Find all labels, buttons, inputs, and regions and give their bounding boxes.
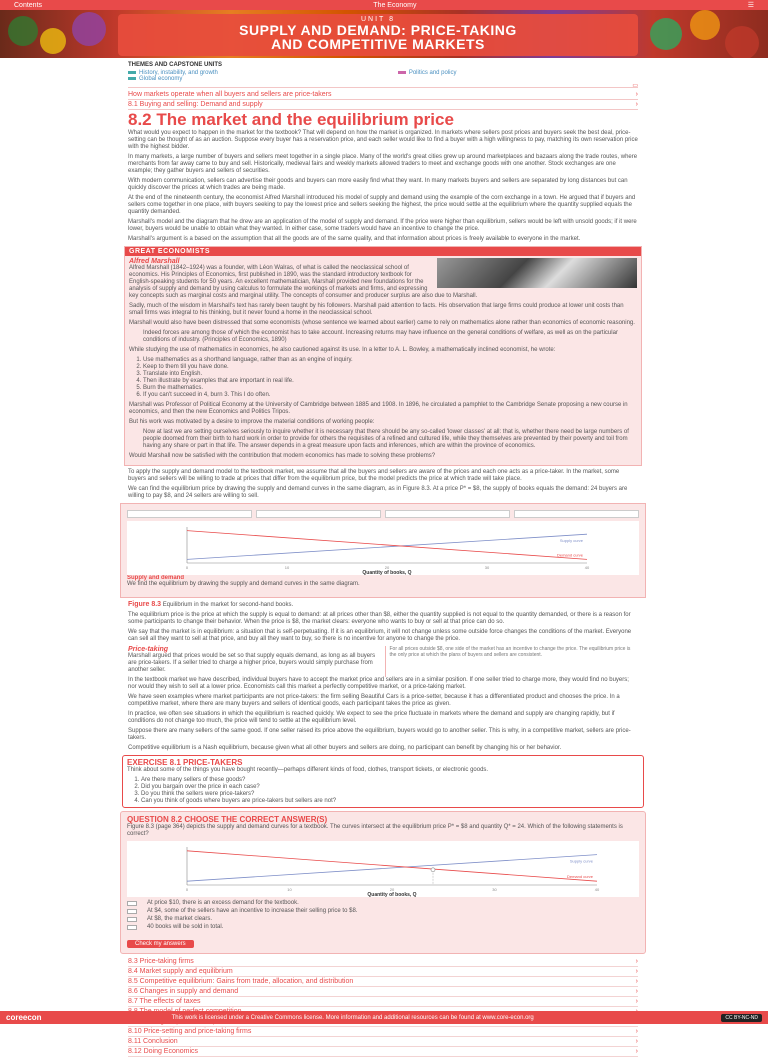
toc-link[interactable]: 8.7 The effects of taxes ›: [128, 998, 638, 1005]
paragraph: Suppose there are many sellers of the same good. If one seller raised its price above the equilibrium, buyers would go to another seller. This is why, in a competitive market, sellers are price-takers.: [128, 728, 631, 741]
chevron-right-icon: ›: [635, 1048, 638, 1055]
box-quote: Now at last we are setting ourselves seriously to inquire whether it is necessary that there should be any so-called 'lower classes' at all: that is, whether there need be large numbers of people doomed from their birth to hard work in order to provide for others the requisites of a refined and cultured life, while they themselves are prevented by their poverty and toil from having any share or part in that life. The answer depends in a great measure upon facts and inferences, which are within the province of economics.: [143, 429, 629, 449]
book-title: The Economy: [373, 1, 417, 9]
unit-title-box: [118, 14, 638, 56]
exercise-item: 4. Can you think of goods where buyers are price-takers but sellers are not?: [141, 798, 639, 805]
contents-link[interactable]: Contents: [14, 1, 43, 9]
unit-banner: [0, 10, 768, 58]
demand-curve-label: Demand curve: [556, 552, 583, 558]
figure-subtext: We find the equilibrium by drawing the supply and demand curves in the same diagram.: [127, 581, 360, 587]
supply-curve: [187, 855, 597, 882]
question-chart: [127, 841, 617, 897]
x-axis-label: Quantity of books, Q: [367, 892, 417, 897]
exercise-item: 2. Did you bargain over the price in each case?: [141, 784, 639, 791]
theme-link-global[interactable]: Global economy: [128, 76, 218, 82]
paragraph: At the end of the nineteenth century, the economist Alfred Marshall introduced his model of supply and demand using the example of the corn exchange in a town. He argued that if buyers and sellers come together in one place, with buyers seeking to pay the lowest price and sellers seeking the highest, the price would settle at the equilibrium where the quantity supplied equals the quantity demanded.: [128, 195, 636, 215]
x-tick-label: 30: [492, 887, 497, 892]
question-intro: Figure 8.3 (page 364) depicts the supply and demand curves for a textbook. The curves intersect at the equilibrium price P* = $8 and quantity Q* = 24. Which of the following statements is correct?: [127, 824, 623, 837]
section-nav: [128, 957, 638, 1057]
unit-title-line2: AND COMPETITIVE MARKETS: [271, 36, 485, 52]
side-note: For all prices outside $8, one side of the market has an incentive to change the price. The equilibrium price is the only price at which the plans of buyers and sellers are consistent.: [385, 646, 639, 677]
paragraph: The equilibrium price is the price at which the supply is equal to demand: at all prices other than $8, either the quantity supplied is not equal to the quantity demanded, or there is a reason for some participants to change their behavior. When the price is $8, the market clears: everyone who wants to buy or sell at that price can do so.: [128, 612, 631, 625]
marshall-portrait: [437, 258, 637, 288]
main-content: THEMES AND CAPSTONE UNITS History, instability, and growth Global economy Politics and policy ▭ How markets operate when all buyers and sellers are price-takers › 8.1 Buying and selling: Demand and supply › 8.2 The market and the equilibrium price What would you expect to happen in the market for the textbook? That will depend on how the market is organized. In markets where sellers post prices and buyers seek the best deal, price-setting can be thought of as an auction. Suppose every buyer has a reservation price, and each seller would like to find a buyer with a high willingness to pay, matching its own reservation price with the highest bidder. In many markets, a large number of buyers and sellers meet together in a single place. Many of the world's great cities grew up around marketplaces and bazaars along the trade routes, where merchants from far away came to buy and sell. Historically, medieval fairs and weekly markets allowed traders to meet and exchange goods with one another. Stock exchanges are one example; they gather buyers and sellers of securities. With modern communication, sellers can advertise their goods and buyers can more easily find what they want. In many markets buyers and sellers are separated by long distances but can quickly discover the prices at which trades are being made. At the end of the nineteenth century, the economist Alfred Marshall introduced his model of supply and demand using the example of the corn exchange in a town. He argued that if buyers and sellers come together in one place, with buyers seeking to pay the lowest price and sellers seeking the highest, the price would settle at the equilibrium where the quantity supplied equals the quantity demanded. Marshall's model and the diagram that he drew are an application of the model of supply and demand. If the price were higher than equilibrium, sellers would be left with unsold goods; if it were lower, buyers would be unable to obtain what they wanted. In either case, some traders would have an incentive to change the price. Marshall's argument is a based on the assumption that all the goods are of the same quality, and that information about prices is freely available to everyone in the market. GREAT ECONOMISTS Alfred Marshall Alfred Marshall (1842–1924) was a founder, with Léon Walras, of what is called the neoclassical school of economics. His Principles of Economics, first published in 1890, was the standard introductory textbook for English-speaking students for 50 years. An excellent mathematician, Marshall provided new foundations for the analysis of supply and demand by using calculus to formulate the workings of markets and firms, and expressing key concepts such as marginal costs and marginal utility. The concepts of consumer and producer surplus are also due to Marshall. Sadly, much of the wisdom in Marshall's text has rarely been taught by his followers. Marshall paid attention to facts. His observation that large firms could produce at lower unit costs than small firms was integral to his thinking, but it never found a home in the neoclassical school. Marshall would also have been distressed that some economists (whose sentence we learned about earlier) came to rely on mathematics alone rather than economics of economic reasoning. Indeed forces are among those of which the economist has to take account. Increasing returns may have influence on the general conditions of welfare, as well as on the particular conditions of industry. (Principles of Economics, 1890) While studying the use of mathematics in economics, he also cautioned against its use. In a letter to A. L. Bowley, a mathematically inclined economist, he wrote: 1. Use mathematics as a shorthand language, rather than as an engine of inquiry. 2. Keep to them till you have done. 3. Translate into English. 4. Then illustrate by examples that are important in real life. 5. Burn the mathematics. 6. If you can't succeed in 4, burn 3. This I do often. Marshall was Professor of Political Economy at the University of Cambridge between 1885 and 1908. In 1896, he circulated a pamphlet to the Cambridge Senate proposing a new course in economics, and then the new Economics and Politics Tripos. But his work was motivated by a desire to improve the material conditions of working people: Now at last we are setting ourselves seriously to inquire whether it is necessary that there should be any so-called 'lower classes' at all: that is, whether there need be large numbers of people doomed from their birth to hard work in order to provide for others the requisites of a refined and cultured life, while they themselves are prevented by their poverty and toil from having any share or part in that life. The answer depends in a great measure upon facts and inferences, which are within the province of economics. Would Marshall now be satisfied with the contribution that modern economics has made to solving these problems? To apply the supply and demand model to the textbook market, we assume that all the buyers and sellers are aware of the prices and each one acts as a price-taker. In the market, some buyers and sellers will be willing to trade at prices that differ from the equilibrium price, but the model predicts the price at which trade will take place. We can find the equilibrium price by drawing the supply and demand curves in the same diagram, as in Figure 8.3. At a price P* = $8, the supply of books equals the demand: 24 buyers are willing to pay $8, and 24 sellers are willing to sell. 0 10 20 30 40 Supply curve Demand curve Quantity of books, Q Supply and demand We find the equilibrium by drawing the supply and demand curves in the same diagram. Figure 8.3 Equilibrium in the market for second-hand books. The equilibrium price is the price at which the supply is equal to demand: at all prices other than $8, either the quantity supplied is not equal to the quantity demanded, or there is a reason for some participants to change their behavior. When the price is $8, the market clears: everyone who wants to buy or sell at that price can do so. We say that the market is in equilibrium: a situation that is self-perpetuating. If it is an equilibrium, it will not change unless some outside force changes the conditions of the market. Everyone can sell all they want to sell at that price, and buy all they want to buy, so there is no incentive for anyone to change the price. Price-taking Marshall argued that prices would be set so that supply equals demand, as long as all buyers are price-takers. If a seller tried to charge a higher price, buyers would simply purchase from another seller. For all prices outside $8, one side of the market has an incentive to change the price. The equilibrium price is the only price at which the plans of buyers and sellers are consistent. In the textbook market we have described, individual buyers have to accept the market price and sellers are in a similar position. If one seller tried to charge more, they would find no buyers; nor would they wish to sell at a lower price. Economists call this market a perfectly competitive market, or a price-taking market. We have seen examples where market participants are not price-takers: the firm selling Beautiful Cars is a price-setter, because it has a differentiated product and chooses the price. In a competitive market, where there are many buyers and sellers of identical goods, each participant takes the price as given. In practice, we often see situations in which the equilibrium is reached quickly. We expect to see the price fluctuate in markets where the demand and supply are changing rapidly, but if conditions do not change too much, the price will tend to settle at the equilibrium level. Suppose there are many sellers of the same good. If one seller raised its price above the equilibrium, buyers would go to another seller. This is why, in a competitive market, sellers are price-takers. Competitive equilibrium is a Nash equilibrium, because given what all other buyers and sellers are doing, no participant can benefit by changing his or her behavior. EXERCISE 8.1 PRICE-TAKERS Think about some of the things you have bought recently—perhaps different kinds of food, clothes, transport tickets, or electronic goods. 1. Are there many sellers of these goods? 2. Did you bargain over the price in each case? 3. Do you think the sellers were price-takers? 4. Can you think of goods where buyers are price-takers but sellers are not? QUESTION 8.2 CHOOSE THE CORRECT ANSWER(S) Figure 8.3 (page 364) depicts the supply and demand curves for a textbook. The curves intersect at the equilibrium price P* = $8 and quantity Q* = 24. Which of the following statements is correct? 0 10 20 30 40 Supply curve Demand curve Quantity of books, Q At price $10, there is an excess demand for the textbook. At $4, some of the sellers have an incentive to increase their selling price to $8. At $8, the market clears. 40 books will be sold in total. Check my answers 8.3 Price-taking firms › 8.4 Market supply and equilibrium › 8.5 Competitive equilibrium: Gains from trade, allocation, and distribution › 8.6 Changes in supply and demand › 8.7 The effects of taxes › 8.10 Price-setting and price-taking firms › 8.11 Conclusion › 8.12 Doing Economics ›: [128, 62, 638, 1057]
chevron-right-icon: ›: [635, 988, 638, 995]
figure-caption-label: Figure 8.3: [128, 601, 162, 608]
theme-link-politics[interactable]: Politics and policy: [398, 70, 457, 82]
x-tick-label: 0: [185, 887, 189, 892]
chevron-right-icon: ›: [635, 998, 638, 1005]
supply-curve-label: Supply curve: [559, 538, 583, 544]
x-tick-label: 40: [594, 887, 600, 892]
answer-option[interactable]: At $4, some of the sellers have an incentive to increase their selling price to $8.: [127, 908, 639, 914]
chevron-right-icon: ›: [635, 978, 638, 985]
paragraph: We say that the market is in equilibrium: a situation that is self-perpetuating. If it is an equilibrium, it will not change unless some outside force changes the conditions of the market. Everyone can sell all they want to sell at that price, and buy all they want to buy, so there is no incentive for anyone to change the price.: [128, 629, 632, 642]
checkbox[interactable]: [127, 917, 137, 922]
figure-step-tab[interactable]: [514, 510, 639, 518]
toc-link[interactable]: 8.12 Doing Economics ›: [128, 1048, 638, 1055]
footer-text: This work is licensed under a Creative Commons license. More information and additional resources can be found at www.core-econ.org: [171, 1014, 534, 1021]
x-tick-label: 0: [185, 565, 189, 570]
x-tick-label: 40: [584, 565, 590, 570]
checkbox[interactable]: [127, 909, 137, 914]
exercise-item: 3. Do you think the sellers were price-takers?: [141, 791, 639, 798]
themes-heading: THEMES AND CAPSTONE UNITS: [128, 62, 223, 68]
x-axis-label: Quantity of books, Q: [362, 570, 412, 575]
price-taking-text: Marshall argued that prices would be set so that supply equals demand, as long as all buyers are price-takers. If a seller tried to charge a higher price, buyers would simply purchase from another seller.: [128, 653, 376, 673]
menu-icon[interactable]: ☰: [747, 2, 754, 9]
list-item: 1. Use mathematics as a shorthand language, rather than as an engine of inquiry.: [143, 357, 637, 364]
box-quote: Indeed forces are among those of which the economist has to take account. Increasing returns may have influence on the general conditions of welfare, as well as on the particular conditions of industry. (Principles of Economics, 1890): [143, 330, 618, 343]
paragraph: We have seen examples where market participants are not price-takers: the firm selling Beautiful Cars is a price-setter, because it has a differentiated product and chooses the price. In a competitive market, where there are many buyers and sellers of identical goods, each participant takes the price as given.: [128, 694, 620, 707]
paragraph: What would you expect to happen in the market for the textbook? That will depend on how the market is organized. In markets where sellers post prices and buyers seek the best deal, price-setting can be thought of as an auction. Suppose every buyer has a reservation price, and each seller would like to find a buyer with a high willingness to pay, matching its own reservation price with the highest bidder.: [128, 130, 638, 150]
list-item: 5. Burn the mathematics.: [143, 385, 637, 392]
answer-option[interactable]: At price $10, there is an excess demand for the textbook.: [127, 900, 639, 906]
supply-curve: [187, 534, 587, 559]
theme-marker-icon: [128, 71, 136, 74]
exercise-header: EXERCISE 8.1 PRICE-TAKERS: [127, 758, 243, 767]
paragraph: Marshall's argument is a based on the assumption that all the goods are of the same quality, and that information about prices is freely available to everyone in the market.: [128, 236, 581, 242]
theme-marker-icon: [398, 71, 406, 74]
figure-step-tab[interactable]: [385, 510, 510, 518]
figure-subheading: Supply and demand: [127, 575, 185, 581]
answer-option[interactable]: 40 books will be sold in total.: [127, 924, 639, 930]
x-tick-label: 10: [287, 887, 292, 892]
box-paragraph: Alfred Marshall (1842–1924) was a founder, with Léon Walras, of what is called the neoclassical school of economics. His Principles of Economics, first published in 1890, was the standard introductory textbook for English-speaking students for 50 years. An excellent mathematician, Marshall provided new foundations for the analysis of supply and demand by using calculus to formulate the workings of markets and firms, and expressing key concepts such as marginal costs and marginal utility. The concepts of consumer and producer surplus are also due to Marshall.: [129, 265, 478, 299]
box-paragraph: Sadly, much of the wisdom in Marshall's text has rarely been taught by his followers. Marshall paid attention to facts. His observation that large firms could produce at lower unit costs than small firms was integral to his thinking, but it never found a home in the neoclassical school.: [129, 303, 624, 316]
paragraph: To apply the supply and demand model to the textbook market, we assume that all the buyers and sellers are aware of the prices and each one acts as a price-taker. In the market, some buyers and sellers will be willing to trade at prices that differ from the equilibrium price, but the model predicts the price at which trade will take place.: [128, 469, 620, 482]
themes-row: [128, 70, 638, 82]
list-item: 6. If you can't succeed in 4, burn 3. This I do often.: [143, 392, 637, 399]
chevron-right-icon: ›: [635, 958, 638, 965]
answer-option[interactable]: At $8, the market clears.: [127, 916, 639, 922]
theme-marker-icon: [128, 77, 136, 80]
exercise-item: 1. Are there many sellers of these goods?: [141, 777, 639, 784]
chevron-right-icon: ›: [635, 101, 638, 108]
box-paragraph: Marshall was Professor of Political Economy at the University of Cambridge between 1885 and 1908. In 1896, he circulated a pamphlet to the Cambridge Senate proposing a new course in economics, and then the new Economics and Politics Tripos.: [129, 402, 628, 415]
box-list-intro: While studying the use of mathematics in economics, he also cautioned against its use. In a letter to A. L. Bowley, a mathematically inclined economist, he wrote:: [129, 347, 556, 353]
footer: [0, 1011, 768, 1024]
supply-demand-chart: [127, 521, 607, 575]
paragraph: Competitive equilibrium is a Nash equilibrium, because given what all other buyers and sellers are doing, no participant can benefit by changing his or her behavior.: [128, 745, 562, 751]
demand-curve: [187, 851, 597, 881]
toc-link[interactable]: 8.11 Conclusion ›: [128, 1038, 638, 1045]
paragraph: Marshall's model and the diagram that he drew are an application of the model of supply and demand. If the price were higher than equilibrium, sellers would be left with unsold goods; if it were lower, buyers would be unable to obtain what they wanted. In either case, some traders would have an incentive to change the price.: [128, 219, 637, 232]
x-tick-label: 30: [484, 565, 490, 570]
demand-curve: [187, 531, 587, 560]
chevron-right-icon: ›: [635, 1028, 638, 1035]
paragraph: With modern communication, sellers can advertise their goods and buyers can more easily find what they want. In many markets buyers and sellers are separated by long distances but can quickly discover the prices at which trades are being made.: [128, 178, 628, 191]
list-item: 3. Translate into English.: [143, 371, 637, 378]
unit-number: UNIT 8: [360, 16, 396, 23]
chevron-right-icon: ›: [635, 968, 638, 975]
paragraph: In practice, we often see situations in which the equilibrium is reached quickly. We expect to see the price fluctuate in markets where the demand and supply are changing rapidly, but if conditions do not change too much, the price will tend to settle at the equilibrium level.: [128, 711, 615, 724]
x-tick-label: 20: [384, 565, 390, 570]
toc-link[interactable]: 8.10 Price-setting and price-taking firms ›: [128, 1028, 638, 1035]
figure-step-tab[interactable]: [127, 510, 252, 518]
demand-curve-label: Demand curve: [566, 874, 593, 880]
figure-step-tab[interactable]: [256, 510, 381, 518]
equilibrium-point: [431, 868, 435, 872]
chevron-right-icon: ›: [635, 1038, 638, 1045]
great-economists-box: [124, 246, 642, 466]
supply-curve-label: Supply curve: [569, 858, 593, 864]
x-tick-label: 20: [389, 887, 395, 892]
box-paragraph: Marshall would also have been distressed that some economists (whose sentence we learned about earlier) came to rely on mathematics alone rather than economics of economic reasoning.: [129, 320, 635, 326]
license-badge[interactable]: CC BY-NC-ND: [721, 1014, 762, 1022]
box-header: GREAT ECONOMISTS: [125, 247, 641, 256]
question-box: [120, 811, 646, 954]
list-item: 2. Keep to them till you have done.: [143, 364, 637, 371]
top-bar: [0, 0, 768, 10]
paragraph: We can find the equilibrium price by drawing the supply and demand curves in the same diagram, as in Figure 8.3. At a price P* = $8, the supply of books equals the demand: 24 buyers are willing to pay $8, and 24 sellers are willing to sell.: [128, 486, 628, 499]
list-item: 4. Then illustrate by examples that are important in real life.: [143, 378, 637, 385]
core-econ-logo[interactable]: coreecon: [6, 1013, 42, 1022]
exercise-intro: Think about some of the things you have bought recently—perhaps different kinds of food, clothes, transport tickets, or electronic goods.: [127, 767, 489, 773]
figure-caption-text: Equilibrium in the market for second-hand books.: [162, 602, 294, 608]
x-tick-label: 10: [284, 565, 290, 570]
toc-link[interactable]: 8.3 Price-taking firms ›: [128, 958, 638, 965]
breadcrumb-section[interactable]: 8.1 Buying and selling: Demand and supply ›: [128, 101, 638, 108]
box-paragraph: But his work was motivated by a desire to improve the material conditions of working people:: [129, 419, 375, 425]
toc-link[interactable]: 8.4 Market supply and equilibrium ›: [128, 968, 638, 975]
paragraph: In many markets, a large number of buyers and sellers meet together in a single place. Many of the world's great cities grew up around marketplaces and bazaars along the trade routes, where merchants from far away came to buy and sell. Historically, medieval fairs and weekly markets allowed traders to meet and exchange goods with one another. Stock exchanges are one example; they gather buyers and sellers of securities.: [128, 154, 638, 174]
paragraph: In the textbook market we have described, individual buyers have to accept the market price and sellers are in a similar position. If one seller tried to charge more, they would find no buyers; nor would they wish to sell at a lower price. Economists call this market a perfectly competitive market, or a price-taking market.: [128, 677, 629, 690]
section-title: 8.2 The market and the equilibrium price: [128, 110, 454, 129]
question-header: QUESTION 8.2 CHOOSE THE CORRECT ANSWER(S): [127, 815, 328, 824]
figure-8-3[interactable]: [120, 503, 646, 598]
breadcrumb-previous[interactable]: How markets operate when all buyers and sellers are price-takers ›: [128, 91, 638, 98]
chevron-right-icon: ›: [635, 91, 638, 98]
check-answers-button[interactable]: Check my answers: [127, 940, 194, 948]
toc-link[interactable]: 8.5 Competitive equilibrium: Gains from trade, allocation, and distribution ›: [128, 978, 638, 985]
economist-name: Alfred Marshall: [129, 258, 180, 265]
checkbox[interactable]: [127, 925, 137, 930]
exercise-box: [122, 755, 644, 808]
price-taking-heading: Price-taking: [128, 646, 169, 653]
unit-title-line1: SUPPLY AND DEMAND: PRICE-TAKING: [239, 22, 517, 38]
toc-link[interactable]: 8.6 Changes in supply and demand ›: [128, 988, 638, 995]
box-paragraph: Would Marshall now be satisfied with the contribution that modern economics has made to solving these problems?: [129, 453, 436, 459]
theme-link-history[interactable]: History, instability, and growth: [128, 70, 218, 76]
checkbox[interactable]: [127, 901, 137, 906]
